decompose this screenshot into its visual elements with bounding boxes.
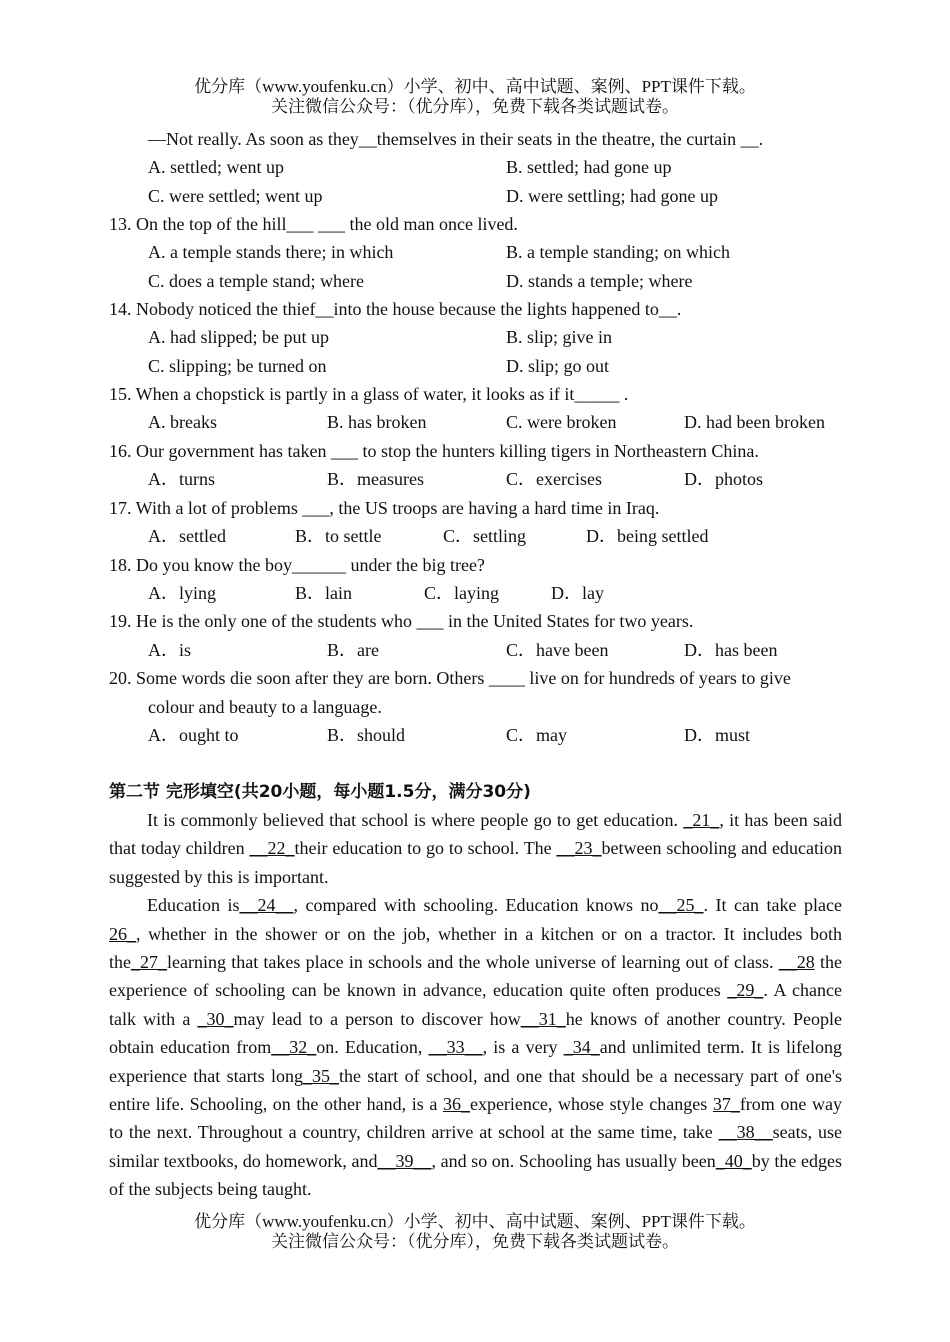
blank-26: 26_ xyxy=(109,923,136,944)
blank-30: _30_ xyxy=(197,1008,234,1029)
question-17-option-c: C．settling xyxy=(443,526,527,546)
cloze-paragraph-1 xyxy=(109,806,842,891)
passage-text: , it has been said that today children xyxy=(109,810,842,859)
question-15-option-a: A. breaks xyxy=(148,412,217,432)
question-17-option-d: D．being settled xyxy=(586,526,709,546)
blank-27: _27_ xyxy=(131,952,167,973)
question-17-option-b: B．to settle xyxy=(295,526,382,546)
footer-line-1: 优分库（www.youfenku.cn）小学、初中、高中试题、案例、PPT课件下载。 xyxy=(194,1212,756,1231)
question-15-option-c: C. were broken xyxy=(506,412,617,432)
question-16-option-b: B．measures xyxy=(327,469,424,489)
question-20-option-c: C．may xyxy=(506,725,567,745)
question-20-option-b: B．should xyxy=(327,725,406,745)
question-12-option-b: B. settled; had gone up xyxy=(506,157,672,177)
question-16-option-c: C．exercises xyxy=(506,469,602,489)
blank-37: 37_ xyxy=(712,1094,740,1115)
question-13-option-d: D. stands a temple; where xyxy=(506,271,693,291)
question-16-option-a: A．turns xyxy=(148,469,215,489)
passage-text: experience, whose style changes xyxy=(469,1094,713,1115)
blank-38: __38__ xyxy=(718,1122,773,1143)
passage-text: It is commonly believed that school is where people go to get education. xyxy=(147,810,684,830)
blank-40: _40_ xyxy=(715,1150,752,1171)
question-14-option-d: D. slip; go out xyxy=(506,356,610,376)
blank-29: _29_ xyxy=(727,980,764,1001)
passage-text: . A chance talk with a xyxy=(109,980,842,1029)
question-12-option-d: D. were settling; had gone up xyxy=(506,186,718,206)
passage-text: may lead to a person to discover how xyxy=(233,1008,521,1029)
question-14-stem: 14. Nobody noticed the thief__into the house because the lights happened to__. xyxy=(109,299,682,319)
question-15-option-b: B. has broken xyxy=(327,412,427,432)
blank-32: __32_ xyxy=(271,1037,317,1058)
question-16-option-d: D．photos xyxy=(684,469,764,489)
question-14-option-b: B. slip; give in xyxy=(506,327,613,347)
header-line-1: 优分库（www.youfenku.cn）小学、初中、高中试题、案例、PPT课件下载。 xyxy=(194,77,756,96)
question-19-option-d: D．has been xyxy=(684,640,778,660)
question-19-option-c: C．have been xyxy=(506,640,609,660)
section-2-heading: 第二节 完形填空(共20小题，每小题1.5分，满分30分) xyxy=(109,782,531,802)
question-18-option-a: A．lying xyxy=(148,583,217,603)
passage-text: their education to go to school. The xyxy=(294,838,557,859)
cloze-paragraph-2 xyxy=(109,891,842,1203)
blank-22: __22_ xyxy=(249,838,295,859)
question-18-stem: 18. Do you know the boy______ under the big tree? xyxy=(109,555,485,575)
question-19-stem: 19. He is the only one of the students who ___ in the United States for two years. xyxy=(109,611,694,631)
question-17-option-a: A．settled xyxy=(148,526,226,546)
question-17-stem: 17. With a lot of problems ___, the US troops are having a hard time in Iraq. xyxy=(109,498,660,518)
question-12-stem: —Not really. As soon as they__themselves in their seats in the theatre, the curtain __. xyxy=(148,129,764,149)
blank-31: __31_ xyxy=(520,1008,566,1029)
question-13-stem: 13. On the top of the hill___ ___ the old man once lived. xyxy=(109,214,518,234)
passage-text: seats, use similar textbooks, do homework, and xyxy=(109,1122,842,1171)
passage-text: and unlimited term. It is lifelong experience that starts long xyxy=(109,1037,843,1086)
cloze-passage xyxy=(109,806,842,1204)
question-16-stem: 16. Our government has taken ___ to stop the hunters killing tigers in Northeastern China. xyxy=(109,441,759,461)
question-12-option-a: A. settled; went up xyxy=(148,157,284,177)
passage-text: learning that takes place in schools and the whole universe of learning out of class. xyxy=(167,952,779,973)
blank-21: _21_ xyxy=(683,810,720,830)
passage-text: Education is xyxy=(147,895,240,916)
question-14-option-a: A. had slipped; be put up xyxy=(148,327,329,347)
passage-text: by the edges of the subjects being taught. xyxy=(109,1150,842,1200)
header-line-2: 关注微信公众号：（优分库），免费下载各类试题试卷。 xyxy=(271,97,679,116)
question-18-option-d: D．lay xyxy=(551,583,604,603)
passage-text: , whether in the shower or on the job, whether in a kitchen or on a tractor. It includes both the xyxy=(109,923,842,973)
question-12-option-c: C. were settled; went up xyxy=(148,186,323,206)
blank-25: __25_ xyxy=(658,895,704,916)
question-13-option-b: B. a temple standing; on which xyxy=(506,242,730,262)
blank-36: 36_ xyxy=(442,1094,470,1115)
passage-text: he knows of another country. People obtain education from xyxy=(109,1008,842,1058)
passage-text: the start of school, and one that should be a necessary part of one's entire life. Schooling, on the other hand, is a xyxy=(109,1065,842,1115)
question-15-option-d: D. had been broken xyxy=(684,412,825,432)
blank-24: __24__ xyxy=(239,895,294,916)
footer-line-2: 关注微信公众号：（优分库），免费下载各类试题试卷。 xyxy=(271,1232,679,1251)
passage-text: between schooling and education suggested by this is important. xyxy=(109,838,842,887)
blank-35: _35_ xyxy=(302,1065,339,1086)
passage-text: , compared with schooling. Education knows no xyxy=(293,895,659,916)
passage-text: , is a very xyxy=(482,1037,564,1058)
question-19-option-a: A．is xyxy=(148,640,192,660)
blank-33: __33__ xyxy=(428,1037,483,1058)
blank-34: _34_ xyxy=(563,1037,600,1058)
passage-text: on. Education, xyxy=(316,1037,429,1058)
blank-23: __23_ xyxy=(556,838,602,859)
question-18-option-b: B．lain xyxy=(295,583,352,603)
question-18-option-c: C．laying xyxy=(424,583,499,603)
question-20-option-d: D．must xyxy=(684,725,751,745)
passage-text: , and so on. Schooling has usually been xyxy=(431,1150,716,1171)
question-13-option-c: C. does a temple stand; where xyxy=(148,271,364,291)
question-14-option-c: C. slipping; be turned on xyxy=(148,356,327,376)
question-20-option-a: A．ought to xyxy=(148,725,239,745)
blank-39: __39__ xyxy=(377,1150,432,1171)
blank-28: __28 xyxy=(778,952,815,973)
question-20-stem-line-1: 20. Some words die soon after they are born. Others ____ live on for hundreds of years to give xyxy=(109,668,791,688)
question-20-stem-line-2: colour and beauty to a language. xyxy=(148,697,382,717)
question-13-option-a: A. a temple stands there; in which xyxy=(148,242,394,262)
passage-text: from one way to the next. Throughout a country, children arrive at school at the same time, take xyxy=(109,1094,843,1143)
question-15-stem: 15. When a chopstick is partly in a glass of water, it looks as if it_____ . xyxy=(109,384,629,404)
question-19-option-b: B．are xyxy=(327,640,379,660)
passage-text: . It can take place xyxy=(703,895,843,916)
passage-text: the experience of schooling can be known in advance, education quite often produces xyxy=(109,952,842,1001)
